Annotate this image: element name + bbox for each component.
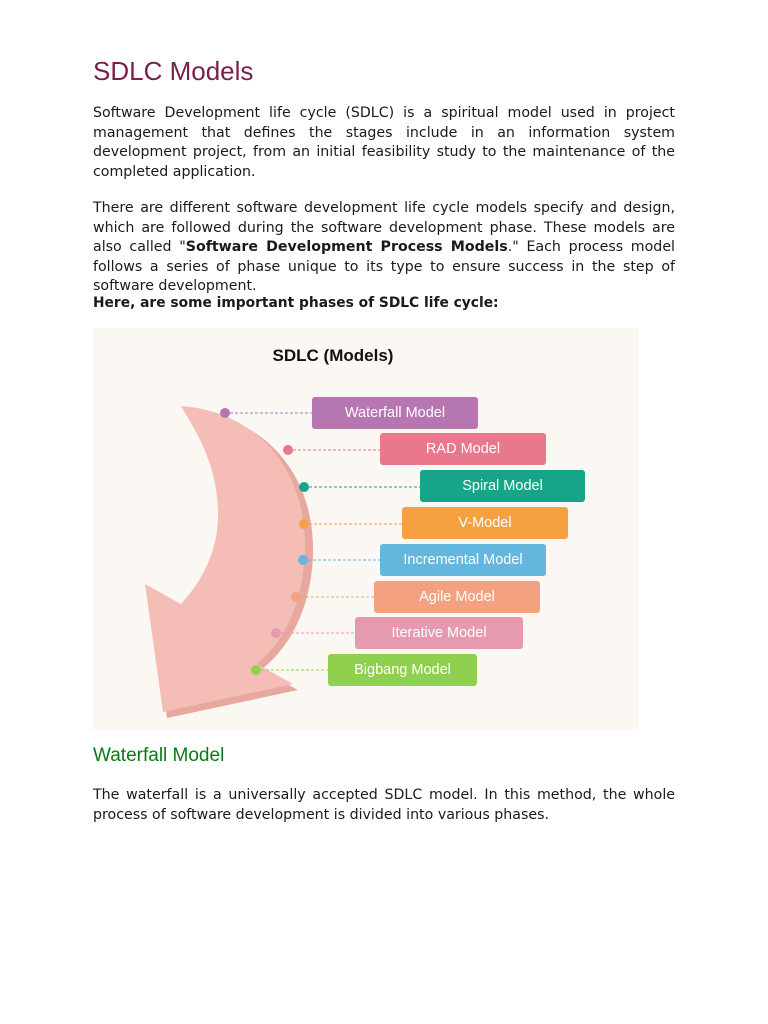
sdlc-models-figure (93, 328, 639, 730)
phases-lead-in: Here, are some important phases of SDLC life cycle: (93, 295, 499, 311)
model-box: Agile Model (374, 581, 540, 613)
connector-dot (299, 519, 309, 529)
figure-title: SDLC (Models) (272, 346, 394, 365)
models-paragraph (93, 199, 675, 297)
model-box: Iterative Model (355, 617, 523, 649)
models-paragraph-start: There are different software development life cycle models specify and design, which are followed during the software development phase. These models are also called " (93, 200, 675, 255)
connector-dot (271, 628, 281, 638)
connector-dot (299, 482, 309, 492)
intro-paragraph: Software Development life cycle (SDLC) is a spiritual model used in project management that defines the stages include in an information system development project, from an initial feasibility study to the maintenance of the completed application. (93, 105, 675, 180)
model-box: RAD Model (380, 433, 546, 465)
model-box: Spiral Model (420, 470, 585, 502)
models-paragraph-end: ." Each process model follows a series of phase unique to its type to ensure success in the step of software development. (93, 239, 675, 294)
connector-dot (291, 592, 301, 602)
connector-dot (283, 445, 293, 455)
model-box: Incremental Model (380, 544, 546, 576)
model-box: V-Model (402, 507, 568, 539)
connector-dot (251, 665, 261, 675)
page-title: SDLC Models (93, 56, 254, 86)
model-box: Bigbang Model (328, 654, 477, 686)
section-heading: Waterfall Model (93, 745, 225, 766)
connector-dot (298, 555, 308, 565)
process-models-term: Software Development Process Models (185, 239, 508, 255)
section-paragraph: The waterfall is a universally accepted SDLC model. In this method, the whole process of software development is divided into various phases. (93, 787, 675, 823)
curved-arrow (145, 406, 305, 712)
model-box: Waterfall Model (312, 397, 478, 429)
connector-dot (220, 408, 230, 418)
